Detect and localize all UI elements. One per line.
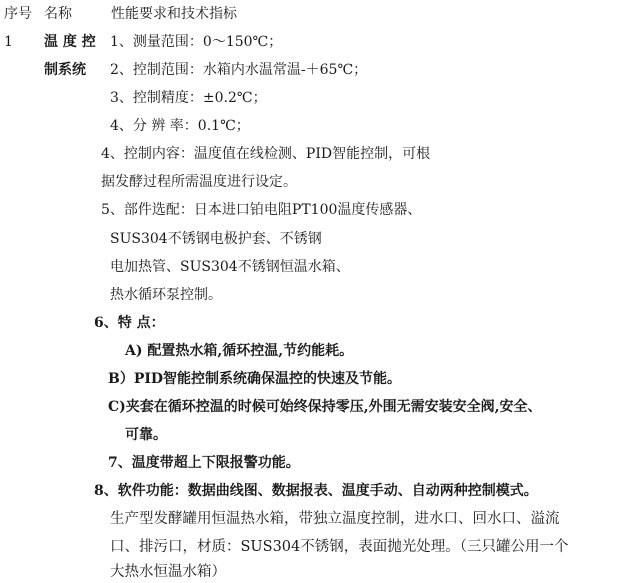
header-index: 序号 [4,6,32,22]
control-content-line1: 4、控制内容：温度值在线检测、PID智能控制，可根 [101,146,431,162]
feature-c-line1: C)夹套在循环控温的时候可始终保持零压,外围无需安装安全阀,安全、 [108,399,542,415]
spec-item: 1、测量范围：0～150℃； [110,34,283,50]
row-name-line2: 制系统 [44,62,86,78]
control-content-line2: 据发酵过程所需温度进行设定。 [101,174,297,190]
feature-a: A) 配置热水箱,循环控温,节约能耗。 [125,343,354,359]
parts-line1: 5、部件选配：日本进口铂电阻PT100温度传感器、 [101,202,422,218]
software-feature: 8、软件功能：数据曲线图、数据报表、温度手动、自动两种控制模式。 [94,483,538,499]
feature-c-line2: 可靠。 [125,427,167,443]
parts-line3: 电加热管、SUS304不锈钢恒温水箱、 [110,259,350,275]
description-line2: 口、排污口，材质：SUS304不锈钢，表面抛光处理。（三只罐公用一个 [110,539,569,555]
parts-line2: SUS304不锈钢电极护套、不锈钢 [110,231,322,247]
feature-b: B）PID智能控制系统确保温控的快速及节能。 [108,371,402,387]
spec-item: 2、控制范围：水箱内水温常温-＋65℃； [110,62,368,78]
header-name: 名称 [44,6,72,22]
alarm-feature: 7、温度带超上下限报警功能。 [108,455,300,471]
spec-item: 4、分 辨 率：0.1℃； [110,118,250,134]
row-index: 1 [4,34,13,50]
description-line1: 生产型发酵罐用恒温热水箱，带独立温度控制，进水口、回水口、溢流 [110,511,560,527]
description-line3: 大热水恒温水箱） [110,564,226,580]
features-heading: 6、特 点： [94,315,165,331]
header-spec: 性能要求和技术指标 [111,6,237,22]
parts-line4: 热水循环泵控制。 [110,287,222,303]
row-name-line1: 温 度 控 [44,34,96,50]
spec-item: 3、控制精度：±0.2℃； [110,90,267,106]
